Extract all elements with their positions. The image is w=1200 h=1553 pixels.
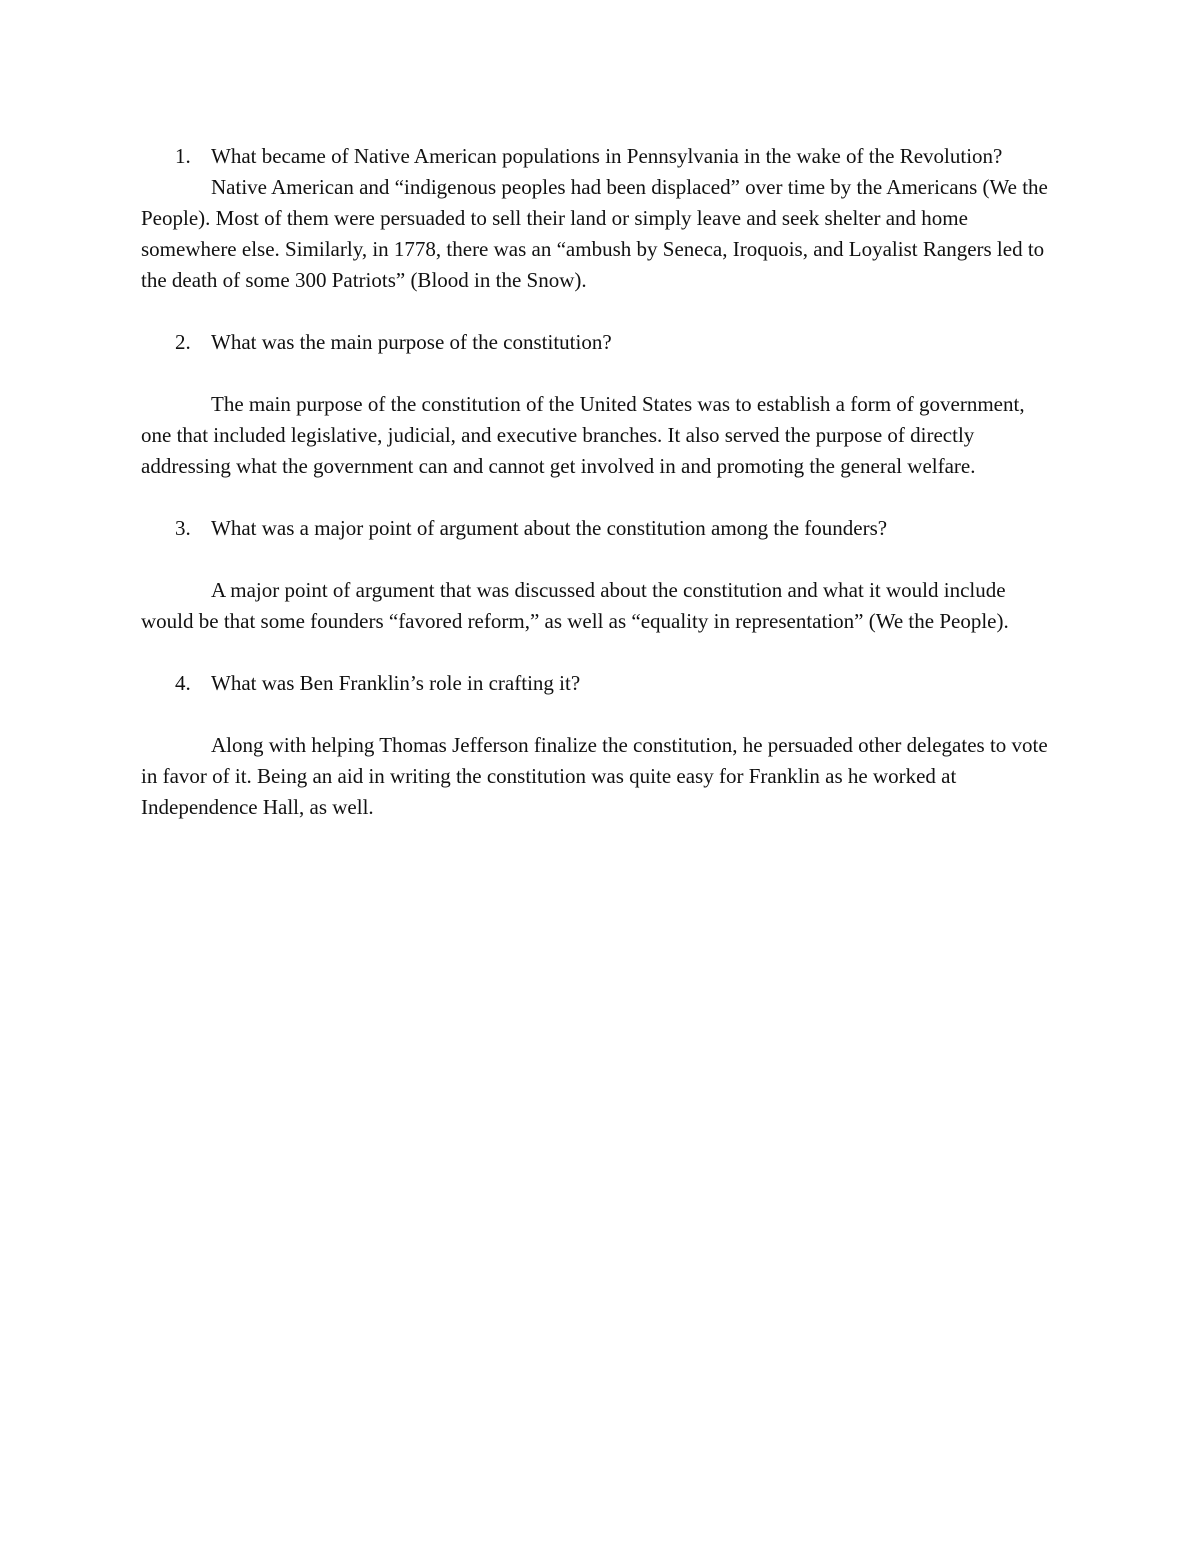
paragraph-gap <box>141 637 1053 668</box>
question-number: 1. <box>175 144 191 168</box>
question-1 <box>141 141 1053 172</box>
document-body <box>141 141 1053 823</box>
paragraph-gap <box>141 699 1053 730</box>
paragraph-gap <box>141 296 1053 327</box>
question-number: 4. <box>175 671 191 695</box>
question-text: What was Ben Franklin’s role in crafting it? <box>211 671 581 695</box>
paragraph-gap <box>141 544 1053 575</box>
question-4 <box>141 668 1053 699</box>
paragraph-gap <box>141 482 1053 513</box>
question-2 <box>141 327 1053 358</box>
question-3 <box>141 513 1053 544</box>
question-text: What was the main purpose of the constitution? <box>211 330 612 354</box>
question-text: What was a major point of argument about the constitution among the founders? <box>211 516 888 540</box>
answer-3: A major point of argument that was discussed about the constitution and what it would include would be that some founders “favored reform,” as well as “equality in representation” (We the People). <box>141 578 1009 633</box>
paragraph-gap <box>141 358 1053 389</box>
answer-4: Along with helping Thomas Jefferson finalize the constitution, he persuaded other delegates to vote in favor of it. Being an aid in writing the constitution was quite easy for Franklin as he worked at Independence Hall, as well. <box>141 733 1048 819</box>
answer-1: Native American and “indigenous peoples had been displaced” over time by the Americans (We the People). Most of them were persuaded to sell their land or simply leave and seek shelter and home somewhere else. Similarly, in 1778, there was an “ambush by Seneca, Iroquois, and Loyalist Rangers led to the death of some 300 Patriots” (Blood in the Snow). <box>141 175 1048 292</box>
question-text: What became of Native American populations in Pennsylvania in the wake of the Revolution? <box>211 144 1003 168</box>
question-number: 2. <box>175 330 191 354</box>
answer-2: The main purpose of the constitution of the United States was to establish a form of government, one that included legislative, judicial, and executive branches. It also served the purpose of directly addressing what the government can and cannot get involved in and promoting the general welfare. <box>141 392 1025 478</box>
question-number: 3. <box>175 516 191 540</box>
